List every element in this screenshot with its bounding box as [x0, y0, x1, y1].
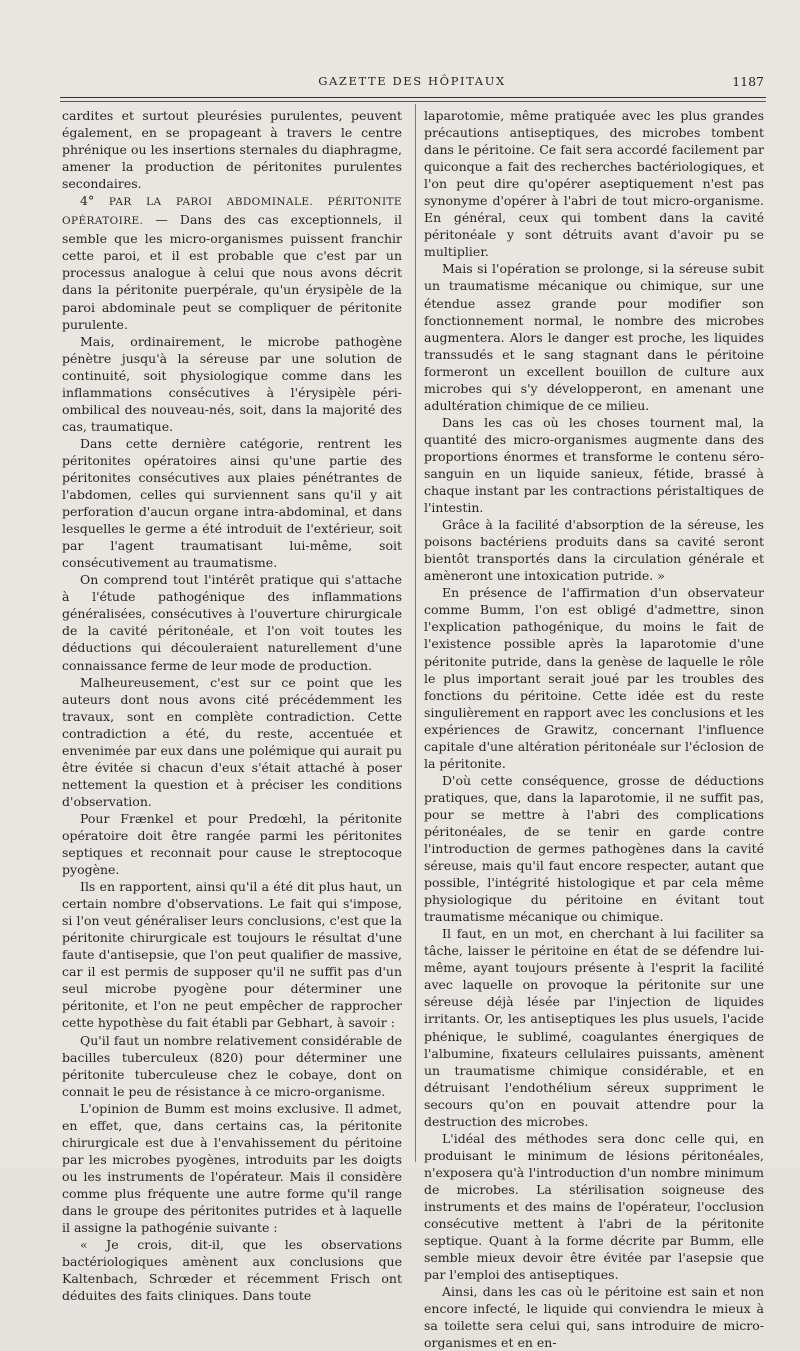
paragraph: Dans les cas où les choses tournent mal, la quantité des micro-organismes augmente dans des proportions énormes et transforme le contenu séro-sanguin en un liquide sanieux, fétide, brassé à chaque instant par les contractions péristaltiques de l'intestin.	[424, 414, 764, 516]
running-title: GAZETTE DES HÔPITAUX	[318, 74, 506, 88]
section-heading-paragraph	[62, 192, 402, 332]
paragraph: L'idéal des méthodes sera donc celle qui, en produisant le minimum de lésions péritonéales, n'exposera qu'à l'introduction d'un nombre minimum de microbes. La stérilisation soigneuse des instruments et des mains de l'opérateur, l'occlusion consécutive mettent à l'abri de la péritonite septique. Quant à la forme décrite par Bumm, elle semble mieux devoir être évitée par l'asepsie que par l'emploi des antiseptiques.	[424, 1130, 764, 1283]
section-title: PAR LA PAROI ABDOMINALE. PÉRITONITE OPÉRATOIRE.	[62, 196, 402, 228]
paragraph: « Je crois, dit-il, que les observations bactériologiques amènent aux conclusions que Kaltenbach, Schrœder et récemment Frisch ont déduites des faits cliniques. Dans toute	[62, 1237, 402, 1304]
section-number: 4°	[80, 193, 95, 209]
paragraph: Ainsi, dans les cas où le péritoine est sain et non encore infecté, le liquide qui conviendra le mieux à sa toilette sera celui qui, sans introduire de micro-organismes et en en-	[424, 1284, 764, 1351]
paragraph-text: Dans des cas exceptionnels, il semble que les micro-organismes puissent franchir cette paroi, et il est probable que c'est par un processus analogue à celui que nous avons décrit dans la péritonite puerpérale, qu'un érysipèle de la paroi abdominale peut se compliquer de péritonite purulente.	[62, 212, 402, 332]
paragraph: Qu'il faut un nombre relativement considérable de bacilles tuberculeux (820) pour déterminer une péritonite tuberculeuse chez le cobaye, dont on connait le peu de résistance à ce micro-organisme.	[62, 1032, 402, 1099]
paragraph: En présence de l'affirmation d'un observateur comme Bumm, l'on est obligé d'admettre, sinon l'explication pathogénique, du moins le fait de l'existence possible après la laparotomie d'une péritonite putride, dans la genèse de laquelle le rôle le plus important serait joué par les troubles des fonctions du péritoine. Cette idée est du reste singulièrement en rapport avec les conclusions et les expériences de Grawitz, concernant l'influence capitale d'une altération péritonéale sur l'éclosion de la péritonite.	[424, 585, 764, 771]
paragraph: Il faut, en un mot, en cherchant à lui faciliter sa tâche, laisser le péritoine en état de se défendre lui-même, ayant toujours présente à l'esprit la facilité avec laquelle on provoque la péritonite sur une séreuse déjà lésée par l'injection de liquides irritants. Or, les antiseptiques les plus usuels, l'acide phénique, le sublimé, coagulantes énergiques de l'albumine, fixateurs cellulaires puissants, amènent un traumatisme chimique considérable, et en détruisant l'endothélium séreux suppriment le secours qu'on en pouvait attendre pour la destruction des microbes.	[424, 926, 764, 1129]
paragraph: Ils en rapportent, ainsi qu'il a été dit plus haut, un certain nombre d'observations. Le fait qui s'impose, si l'on veut généraliser leurs conclusions, c'est que la péritonite chirurgicale est toujours le résultat d'une faute d'antisepsie, que l'on peut qualifier de massive, car il est permis de supposer qu'il ne suffit pas d'un seul microbe pyogène pour déterminer une péritonite, et l'on ne peut empêcher de rapprocher cette hypothèse du fait établi par Gebhart, à savoir :	[62, 879, 402, 1031]
page-number: 1187	[732, 74, 764, 89]
right-column	[424, 107, 764, 1351]
left-column	[62, 107, 402, 1304]
paragraph: laparotomie, même pratiquée avec les plus grandes précautions antiseptiques, des microbes tombent dans le péritoine. Ce fait sera accordé facilement par quiconque a fait des recherches bactériologiques, et l'on peut dire qu'opérer aseptiquement n'est pas synonyme d'opérer à l'abri de tout micro-organisme. En général, ceux qui tombent dans la cavité péritonéale y sont détruits avant d'avoir pu se multiplier.	[424, 108, 764, 260]
paragraph: On comprend tout l'intérêt pratique qui s'attache à l'étude pathogénique des inflammations généralisées, consécutives à l'ouverture chirurgicale de la cavité péritonéale, et l'on voit toutes les déductions qui découleraient naturellement d'une connaissance ferme de leur mode de production.	[62, 572, 402, 673]
header-rule	[60, 97, 766, 98]
paragraph: cardites et surtout pleurésies purulentes, peuvent également, en se propageant à travers le centre phrénique ou les insertions sternales du diaphragme, amener la production de péritonites purulentes secondaires.	[62, 108, 402, 192]
paragraph: Grâce à la facilité d'absorption de la séreuse, les poisons bactériens produits dans sa cavité seront bientôt transportés dans la circulation générale et amèneront une intoxication putride. »	[424, 517, 764, 584]
paragraph: Pour Frænkel et pour Predœhl, la péritonite opératoire doit être rangée parmi les péritonites septiques et reconnait pour cause le streptocoque pyogène.	[62, 810, 402, 878]
paragraph: Mais si l'opération se prolonge, si la séreuse subit un traumatisme mécanique ou chimique, sur une étendue assez grande pour modifier son fonctionnement normal, le nombre des microbes augmentera. Alors le danger est proche, les liquides transsudés et le sang stagnant dans le péritoine formeront un excellent bouillon de culture aux microbes qui s'y développeront, en amenant une adultération chimique de ce milieu.	[424, 261, 764, 413]
paragraph: L'opinion de Bumm est moins exclusive. Il admet, en effet, que, dans certains cas, la péritonite chirurgicale est due à l'envahissement du péritoine par les microbes pyogènes, introduits par les doigts ou les instruments de l'opérateur. Mais il considère comme plus fréquente une autre forme qu'il range dans le groupe des péritonites putrides et à laquelle il assigne la pathogénie suivante :	[62, 1100, 402, 1236]
paragraph: Malheureusement, c'est sur ce point que les auteurs dont nous avons cité précédemment les travaux, sont en complète contradiction. Cette contradiction a été, du reste, accentuée et envenimée par eux dans une polémique qui aurait pu être évitée si chacun d'eux s'était attaché à poser nettement la question et à préciser les conditions d'observation.	[62, 674, 402, 809]
header-rule-thin	[60, 101, 766, 102]
paragraph: Dans cette dernière catégorie, rentrent les péritonites opératoires ainsi qu'une partie des péritonites consécutives aux plaies pénétrantes de l'abdomen, celles qui surviennent sans qu'il y ait perforation d'aucun organe intra-abdominal, et dans lesquelles le germe a été introduit de l'extérieur, soit par l'agent traumatisant lui-même, soit consécutivement au traumatisme.	[62, 435, 402, 571]
paragraph: Mais, ordinairement, le microbe pathogène pénètre jusqu'à la séreuse par une solution de continuité, soit physiologique comme dans les inflammations consécutives à l'érysipèle péri-ombilical des nouveau-nés, soit, dans la majorité des cas, traumatique.	[62, 333, 402, 434]
paragraph: D'où cette conséquence, grosse de déductions pratiques, que, dans la laparotomie, il ne suffit pas, pour se mettre à l'abri des complications péritonéales, de se tenir en garde contre l'introduction de germes pathogènes dans la cavité séreuse, mais qu'il faut encore respecter, autant que possible, l'intégrité histologique et par cela même physiologique du péritoine en évitant tout traumatisme mécanique ou chimique.	[424, 772, 764, 925]
column-divider	[415, 104, 416, 1162]
page-header	[60, 74, 764, 94]
section-dash: —	[155, 212, 168, 228]
